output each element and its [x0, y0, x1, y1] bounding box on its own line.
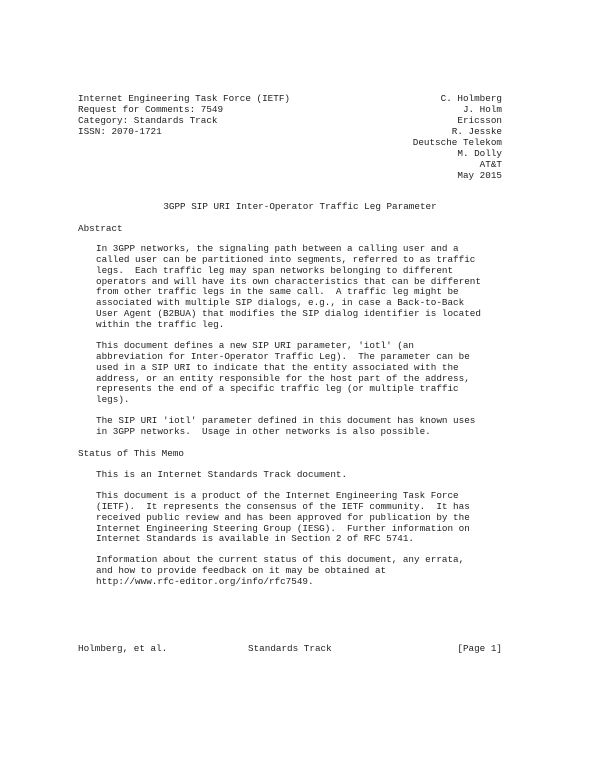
header-issn: ISSN: 2070-1721	[78, 126, 162, 137]
footer-authors: Holmberg, et al.	[78, 643, 168, 654]
status-heading: Status of This Memo	[78, 448, 185, 459]
status-paragraph-3: Information about the current status of this document, any errata, and how to provide feedback on it may be obtained at http://www.rfc-editor.org/info/rfc7549.	[96, 555, 516, 588]
header-category: Category: Standards Track	[78, 115, 218, 126]
status-paragraph-1: This is an Internet Standards Track document.	[96, 469, 348, 480]
affiliation-ericsson: Ericsson	[457, 115, 502, 126]
rfc-info-link[interactable]: http://www.rfc-editor.org/info/rfc7549.	[96, 575, 314, 587]
footer-category: Standards Track	[248, 643, 332, 654]
header-rfc-number: Request for Comments: 7549	[78, 104, 224, 115]
abstract-paragraph-2: This document defines a new SIP URI parameter, 'iotl' (an abbreviation for Inter-Operator Traffic Leg). The parameter can be used in a SIP URI to indicate that the entity associated with the address, or an entity responsible for the host part of the address, represents the end of a specific traffic leg (or multiple traffic legs).	[96, 340, 470, 406]
author-jesske: R. Jesske	[451, 126, 502, 137]
abstract-paragraph-3: The SIP URI 'iotl' parameter defined in this document has known uses in 3GPP networks. Usage in other networks is also possible.	[96, 415, 476, 437]
header-organization: Internet Engineering Task Force (IETF)	[78, 93, 291, 104]
affiliation-att: AT&T	[479, 159, 502, 170]
affiliation-deutsche-telekom: Deutsche Telekom	[412, 137, 502, 148]
author-holm: J. Holm	[462, 104, 502, 115]
status-paragraph-2: This document is a product of the Internet Engineering Task Force (IETF). It represents the consensus of the IETF community. It has received public review and has been approved for publication by the Internet Engineering Steering Group (IESG). Further information on Internet Standards is available in Section 2 of RFC 5741.	[96, 490, 470, 545]
footer-page-number: [Page 1]	[457, 643, 502, 654]
author-holmberg: C. Holmberg	[440, 93, 502, 104]
abstract-heading: Abstract	[78, 223, 123, 234]
abstract-paragraph-1: In 3GPP networks, the signaling path between a calling user and a called user can be partitioned into segments, referred to as traffic legs. Each traffic leg may span networks belonging to different operators and will have its own characteristics that can be different from other traffic legs in the same call. A traffic leg might be associated with multiple SIP dialogs, e.g., in case a Back-to-Back User Agent (B2BUA) that modifies the SIP dialog identifier is located within the traffic leg.	[96, 243, 481, 330]
publication-date: May 2015	[457, 170, 502, 181]
author-dolly: M. Dolly	[457, 148, 502, 159]
document-title: 3GPP SIP URI Inter-Operator Traffic Leg Parameter	[163, 201, 437, 212]
